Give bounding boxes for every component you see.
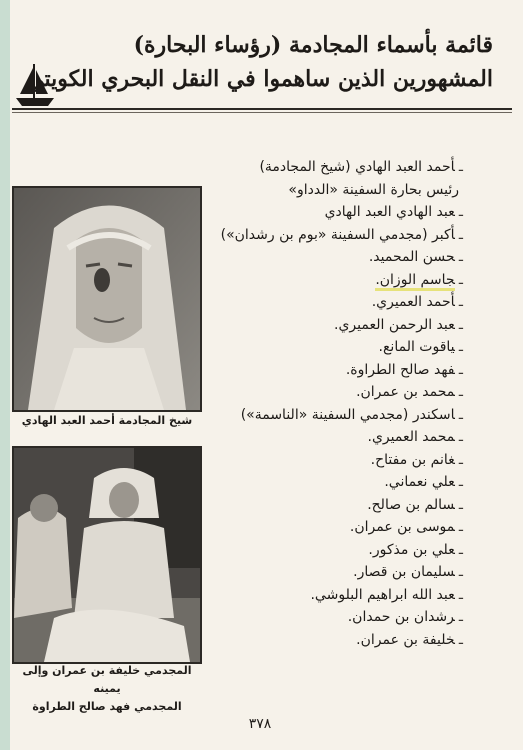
photo-2-caption-line-1: المجدمي خليفة بن عمران وإلى يمينه — [22, 664, 192, 695]
name-text: أحمد العميري. — [371, 294, 455, 310]
list-item: ـعلي نعماني. — [384, 474, 463, 490]
photo-2-caption — [12, 662, 202, 716]
list-item: ـرشدان بن حمدان. — [347, 609, 463, 625]
list-item: ـفهد صالح الطراوة. — [345, 361, 463, 378]
name-text: علي بن مذكور. — [368, 541, 455, 558]
header-divider — [12, 108, 512, 110]
name-text: عبد الهادي العبد الهادي — [324, 204, 455, 220]
list-item: ـعبد الهادي العبد الهادي — [324, 204, 463, 220]
name-text: موسى بن عمران. — [349, 519, 455, 535]
name-text: سالم بن صالح. — [367, 496, 455, 513]
name-text: ياقوت المانع. — [378, 339, 455, 355]
list-item: ـسليمان بن قصار. — [353, 564, 463, 580]
name-text: عبد الله ابراهيم البلوشي. — [310, 586, 455, 603]
page-title-line-2: المشهورين الذين ساهموا في النقل البحري الكويتي — [26, 66, 493, 92]
portrait-illustration — [14, 188, 200, 410]
name-text: خليفة بن عمران. — [356, 631, 455, 648]
list-item: ـخليفة بن عمران. — [356, 631, 463, 648]
name-text: علي نعماني. — [384, 474, 455, 490]
page-edge-strip — [0, 0, 10, 750]
name-text: جاسم الوزان. — [375, 272, 455, 291]
name-text: رشدان بن حمدان. — [347, 609, 455, 625]
list-item: ـسالم بن صالح. — [367, 496, 463, 513]
portrait-photo — [12, 186, 202, 412]
list-item: ـأحمد العبد الهادي (شيخ المجادمة) — [259, 159, 463, 175]
list-item: ـأحمد العميري. — [371, 294, 463, 310]
list-item-highlighted: ـجاسم الوزان. — [183, 269, 463, 292]
list-item — [183, 179, 463, 202]
names-list — [183, 156, 463, 651]
list-item: ـعلي بن مذكور. — [368, 541, 463, 558]
list-item: ـموسى بن عمران. — [349, 519, 463, 535]
name-text: محمد العميري. — [367, 429, 455, 445]
list-item: ـحسن المحميد. — [368, 249, 463, 265]
name-text: فهد صالح الطراوة. — [345, 361, 455, 378]
list-item: ـمحمد بن عمران. — [356, 384, 463, 400]
name-text: سليمان بن قصار. — [353, 564, 455, 580]
name-text: غانم بن مفتاح. — [370, 451, 455, 468]
page-title-line-1: قائمة بأسماء المجادمة (رؤساء البحارة) — [133, 32, 493, 58]
name-text: أحمد العبد الهادي (شيخ المجادمة) — [259, 159, 455, 175]
name-text: اسكندر (مجدمي السفينة «الناسمة») — [240, 406, 455, 423]
group-illustration — [14, 448, 200, 662]
list-item: ـعبد الرحمن العميري. — [334, 316, 463, 333]
list-item: ـغانم بن مفتاح. — [370, 451, 463, 468]
name-text: رئيس بحارة السفينة «الدداو» — [288, 181, 459, 198]
header-divider-thin — [12, 112, 512, 113]
page-number: ٣٧٨ — [248, 716, 272, 732]
list-item: ـعبد الله ابراهيم البلوشي. — [310, 586, 463, 603]
name-text: أكبر (مجدمي السفينة «بوم بن رشدان») — [220, 226, 455, 243]
name-text: حسن المحميد. — [368, 249, 455, 265]
name-text: محمد بن عمران. — [356, 384, 455, 400]
list-item: ـياقوت المانع. — [378, 339, 463, 355]
photo-1-caption: شيخ المجادمة أحمد العبد الهادي — [21, 414, 193, 427]
photo-2-caption-line-2: المجدمي فهد صالح الطراوة — [32, 700, 182, 713]
list-item: ـأكبر (مجدمي السفينة «بوم بن رشدان») — [220, 226, 463, 243]
name-text: عبد الرحمن العميري. — [334, 316, 455, 333]
group-photo — [12, 446, 202, 664]
list-item: ـاسكندر (مجدمي السفينة «الناسمة») — [240, 406, 463, 423]
list-item: ـمحمد العميري. — [367, 429, 463, 445]
